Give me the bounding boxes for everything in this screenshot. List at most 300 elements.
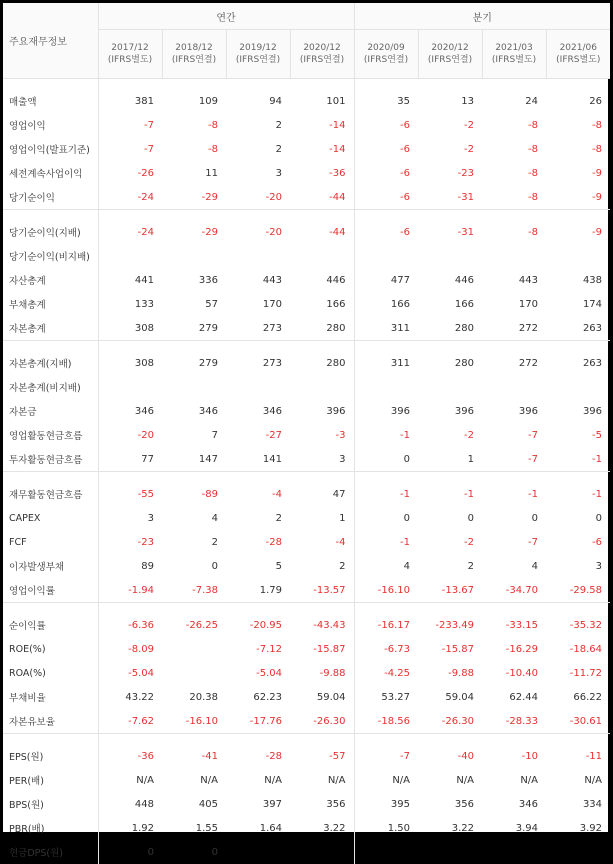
value-cell: 1.79 [226,578,290,603]
value-cell: -7 [354,744,418,768]
period-basis: (IFRS연결) [164,54,225,66]
table-row [3,709,610,734]
value-cell: 166 [290,292,354,316]
value-cell: -13.57 [290,578,354,603]
value-cell: 395 [354,792,418,816]
table-row [3,399,610,423]
value-cell: 13 [418,89,482,113]
value-cell: 66.22 [546,685,610,709]
value-cell: -31 [418,220,482,244]
value-cell [482,244,546,268]
value-cell: -1 [354,482,418,506]
value-cell: -44 [290,220,354,244]
value-cell: -16.29 [482,637,546,661]
row-label: ROA(%) [3,661,98,685]
row-label: 부채비율 [3,685,98,709]
value-cell [354,244,418,268]
value-cell: 346 [482,792,546,816]
value-cell: 3.94 [482,816,546,840]
table-row [3,661,610,685]
value-cell: 308 [98,316,162,341]
value-cell: -2 [418,530,482,554]
value-cell: 441 [98,268,162,292]
value-cell: 443 [482,268,546,292]
row-label: 매출액 [3,89,98,113]
spacer-cell [418,210,482,221]
value-cell: -8 [482,161,546,185]
value-cell [546,244,610,268]
value-cell: 3 [290,447,354,472]
value-cell: 3 [226,161,290,185]
value-cell: 311 [354,316,418,341]
spacer-cell [354,210,418,221]
table-row [3,292,610,316]
value-cell: -8 [482,113,546,137]
value-cell: 170 [226,292,290,316]
spacer-cell [290,603,354,614]
spacer-cell [546,210,610,221]
value-cell: -7.38 [162,578,226,603]
table-row [3,244,610,268]
value-cell: -6.36 [98,613,162,637]
value-cell: -16.17 [354,613,418,637]
value-cell [290,840,354,864]
row-label: 영업이익(발표기준) [3,137,98,161]
value-cell: 0 [162,840,226,864]
value-cell: -16.10 [162,709,226,734]
spacer-cell [546,734,610,745]
spacer-cell [226,341,290,352]
value-cell: 263 [546,351,610,375]
value-cell: 101 [290,89,354,113]
period-basis: (IFRS연결) [420,54,481,66]
value-cell: 11 [162,161,226,185]
spacer-cell [98,472,162,483]
value-cell [98,375,162,399]
value-cell: -1 [546,447,610,472]
period-date: 2018/12 [164,42,225,54]
value-cell: -18.64 [546,637,610,661]
value-cell: -15.87 [290,637,354,661]
value-cell: -5 [546,423,610,447]
value-cell: -7.12 [226,637,290,661]
spacer-cell [3,79,98,90]
period-date: 2021/03 [484,42,545,54]
table-row [3,637,610,661]
spacer-cell [482,472,546,483]
value-cell: 4 [482,554,546,578]
table-row [3,137,610,161]
value-cell: 62.44 [482,685,546,709]
value-cell: 5 [226,554,290,578]
value-cell: 26 [546,89,610,113]
value-cell: -26.25 [162,613,226,637]
table-row [3,840,610,864]
value-cell [162,244,226,268]
value-cell: -7 [482,530,546,554]
value-cell: -14 [290,137,354,161]
period-date: 2020/09 [356,42,417,54]
value-cell: 0 [354,506,418,530]
value-cell: -28 [226,744,290,768]
value-cell: -44 [290,185,354,210]
value-cell: 280 [290,351,354,375]
value-cell: 3.22 [418,816,482,840]
value-cell: -2 [418,137,482,161]
value-cell: -29.58 [546,578,610,603]
value-cell: -6 [546,530,610,554]
period-header [354,30,418,79]
value-cell: 396 [482,399,546,423]
value-cell: -8 [546,137,610,161]
value-cell: -1.94 [98,578,162,603]
spacer-cell [546,341,610,352]
value-cell: 0 [354,447,418,472]
spacer-cell [98,603,162,614]
value-cell: N/A [354,768,418,792]
table-row [3,506,610,530]
period-header [226,30,290,79]
value-cell: -9.88 [290,661,354,685]
value-cell: -6 [354,113,418,137]
value-cell [418,244,482,268]
spacer-cell [290,341,354,352]
value-cell: -36 [98,744,162,768]
annual-header: 연간 [98,3,354,30]
value-cell: 0 [98,840,162,864]
value-cell: 405 [162,792,226,816]
spacer-cell [418,341,482,352]
row-label: 당기순이익(비지배) [3,244,98,268]
value-cell: 3 [98,506,162,530]
spacer-cell [162,472,226,483]
value-cell: 59.04 [290,685,354,709]
value-cell: 94 [226,89,290,113]
period-header [162,30,226,79]
value-cell: 308 [98,351,162,375]
group-spacer [3,341,610,352]
value-cell: 47 [290,482,354,506]
value-cell: -6 [354,220,418,244]
quarterly-header: 분기 [354,3,610,30]
value-cell: -26.30 [290,709,354,734]
value-cell: -16.10 [354,578,418,603]
group-spacer [3,210,610,221]
table-row [3,816,610,840]
value-cell: 2 [226,113,290,137]
value-cell: -28.33 [482,709,546,734]
value-cell [98,244,162,268]
value-cell: 7 [162,423,226,447]
value-cell: 346 [98,399,162,423]
row-label: ROE(%) [3,637,98,661]
spacer-cell [226,603,290,614]
row-label: 현금DPS(원) [3,840,98,864]
value-cell: -6 [354,137,418,161]
spacer-cell [418,603,482,614]
value-cell: 1.55 [162,816,226,840]
value-cell: 20.38 [162,685,226,709]
spacer-cell [3,341,98,352]
value-cell: 396 [546,399,610,423]
spacer-cell [162,603,226,614]
row-label: 투자활동현금흐름 [3,447,98,472]
spacer-cell [354,734,418,745]
value-cell: -4 [290,530,354,554]
table-row [3,554,610,578]
value-cell: -6.73 [354,637,418,661]
value-cell: 0 [418,506,482,530]
spacer-cell [98,734,162,745]
value-cell: 273 [226,351,290,375]
value-cell: 396 [354,399,418,423]
value-cell: -35.32 [546,613,610,637]
value-cell: 1 [418,447,482,472]
value-cell: -10 [482,744,546,768]
spacer-cell [546,472,610,483]
value-cell: N/A [290,768,354,792]
period-header [290,30,354,79]
value-cell: 57 [162,292,226,316]
value-cell: -6 [354,161,418,185]
group-spacer [3,472,610,483]
spacer-cell [226,734,290,745]
value-cell: -1 [482,482,546,506]
value-cell: -8 [162,137,226,161]
row-label: 자본총계(비지배) [3,375,98,399]
value-cell: -28 [226,530,290,554]
spacer-cell [418,79,482,90]
spacer-cell [162,79,226,90]
value-cell: -4 [226,482,290,506]
period-header [98,30,162,79]
period-basis: (IFRS연결) [292,54,353,66]
value-cell: -40 [418,744,482,768]
value-cell: -15.87 [418,637,482,661]
value-cell [482,840,546,864]
value-cell: 0 [482,506,546,530]
value-cell: 446 [290,268,354,292]
value-cell: N/A [98,768,162,792]
table-title: 주요재무정보 [3,3,98,79]
value-cell: 35 [354,89,418,113]
table-row [3,161,610,185]
value-cell [162,661,226,685]
value-cell: 166 [354,292,418,316]
value-cell: -29 [162,220,226,244]
spacer-cell [354,79,418,90]
value-cell: 2 [226,506,290,530]
table-row [3,268,610,292]
spacer-cell [354,603,418,614]
value-cell: -33.15 [482,613,546,637]
value-cell: 438 [546,268,610,292]
spacer-cell [3,734,98,745]
spacer-cell [546,79,610,90]
table-row [3,351,610,375]
value-cell: 448 [98,792,162,816]
period-header [418,30,482,79]
value-cell: -41 [162,744,226,768]
spacer-cell [3,603,98,614]
value-cell: 1.50 [354,816,418,840]
spacer-cell [482,79,546,90]
spacer-cell [354,472,418,483]
row-label: 영업활동현금흐름 [3,423,98,447]
row-label: PER(배) [3,768,98,792]
spacer-cell [482,341,546,352]
value-cell: 356 [290,792,354,816]
value-cell: -55 [98,482,162,506]
value-cell: 396 [418,399,482,423]
row-label: 영업이익률 [3,578,98,603]
value-cell: 396 [290,399,354,423]
value-cell: 141 [226,447,290,472]
value-cell: 280 [290,316,354,341]
value-cell: -24 [98,185,162,210]
value-cell: 280 [418,351,482,375]
value-cell: 133 [98,292,162,316]
value-cell: -7 [98,113,162,137]
row-label: EPS(원) [3,744,98,768]
table-row [3,744,610,768]
period-date: 2017/12 [100,42,161,54]
value-cell [418,375,482,399]
value-cell: -7 [98,137,162,161]
row-label: 자본총계(지배) [3,351,98,375]
value-cell: -57 [290,744,354,768]
row-label: 순이익률 [3,613,98,637]
value-cell: 1 [290,506,354,530]
value-cell: -43.43 [290,613,354,637]
value-cell: 334 [546,792,610,816]
spacer-cell [162,341,226,352]
period-basis: (IFRS별도) [548,54,610,66]
financial-summary-table [3,3,610,864]
value-cell: -8 [482,137,546,161]
row-label: 자본금 [3,399,98,423]
value-cell: N/A [162,768,226,792]
value-cell: -31 [418,185,482,210]
table-row [3,185,610,210]
value-cell: -30.61 [546,709,610,734]
row-label: FCF [3,530,98,554]
group-spacer [3,603,610,614]
value-cell: 0 [546,506,610,530]
value-cell: 147 [162,447,226,472]
value-cell: 43.22 [98,685,162,709]
table-row [3,89,610,113]
table-body [3,79,610,864]
value-cell: -9 [546,220,610,244]
value-cell: 311 [354,351,418,375]
value-cell: 1.92 [98,816,162,840]
value-cell: 0 [162,554,226,578]
value-cell [354,840,418,864]
value-cell: 89 [98,554,162,578]
value-cell [546,840,610,864]
value-cell: -7 [482,423,546,447]
value-cell: -5.04 [226,661,290,685]
row-label: 자본유보율 [3,709,98,734]
table-row [3,530,610,554]
value-cell: -23 [418,161,482,185]
row-label: 자본총계 [3,316,98,341]
value-cell: 273 [226,316,290,341]
spacer-cell [546,603,610,614]
value-cell: 263 [546,316,610,341]
table-row [3,316,610,341]
value-cell: 3.92 [546,816,610,840]
row-label: CAPEX [3,506,98,530]
value-cell: 4 [354,554,418,578]
value-cell: -8 [482,185,546,210]
value-cell: -1 [546,482,610,506]
table-row [3,113,610,137]
period-basis: (IFRS별도) [100,54,161,66]
value-cell [354,375,418,399]
spacer-cell [418,734,482,745]
value-cell [290,375,354,399]
value-cell: 174 [546,292,610,316]
value-cell: -29 [162,185,226,210]
value-cell: -5.04 [98,661,162,685]
spacer-cell [98,210,162,221]
value-cell: -6 [354,185,418,210]
period-date: 2019/12 [228,42,289,54]
value-cell: -17.76 [226,709,290,734]
row-label: 영업이익 [3,113,98,137]
spacer-cell [482,734,546,745]
value-cell: 280 [418,316,482,341]
group-spacer [3,79,610,90]
spacer-cell [3,472,98,483]
value-cell: 3 [546,554,610,578]
value-cell: -26 [98,161,162,185]
row-label: PBR(배) [3,816,98,840]
group-spacer [3,734,610,745]
financial-table-frame [3,3,608,832]
value-cell: -11.72 [546,661,610,685]
value-cell: 336 [162,268,226,292]
value-cell: -1 [354,530,418,554]
period-header [482,30,546,79]
spacer-cell [3,210,98,221]
value-cell: -1 [418,482,482,506]
spacer-cell [98,79,162,90]
value-cell: -2 [418,423,482,447]
period-date: 2020/12 [420,42,481,54]
value-cell: -8 [162,113,226,137]
table-row [3,613,610,637]
table-row [3,375,610,399]
value-cell [226,375,290,399]
value-cell: 272 [482,316,546,341]
spacer-cell [290,79,354,90]
value-cell [418,840,482,864]
spacer-cell [226,210,290,221]
period-header [546,30,610,79]
value-cell [162,637,226,661]
value-cell: N/A [482,768,546,792]
period-basis: (IFRS별도) [484,54,545,66]
spacer-cell [354,341,418,352]
row-label: 당기순이익 [3,185,98,210]
value-cell: 381 [98,89,162,113]
spacer-cell [290,734,354,745]
value-cell: 2 [162,530,226,554]
spacer-cell [226,79,290,90]
